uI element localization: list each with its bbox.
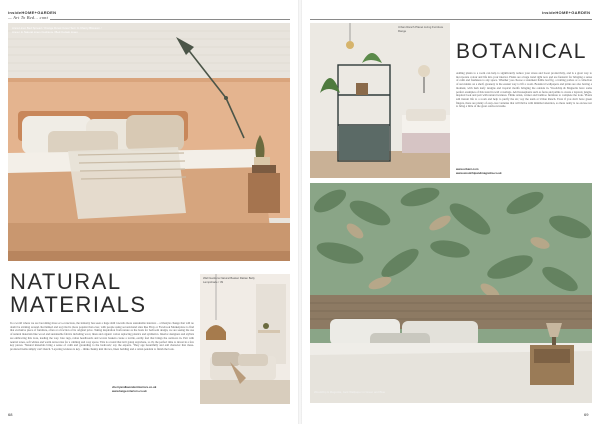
shelving-photo-caption: Urban Ranch Planet Living Furniture Range — [398, 25, 444, 33]
page-title-line2: MATERIALS — [10, 292, 147, 317]
left-page-number: 68 — [8, 412, 13, 417]
brand-main: HOME+GARDEN — [21, 10, 57, 15]
wallpaper-photo-caption: Woodchip & Magnolia, Jack Wallpaper in Green and Blue — [314, 390, 386, 394]
right-header-rule — [310, 19, 592, 20]
page-title-line1: NATURAL — [10, 269, 122, 294]
left-credits — [112, 386, 156, 393]
small-photo-caption: Wall Gardens Natural Basket Rattan Belly Lampshade / 39 — [203, 276, 255, 284]
credit-link-2[interactable]: www.beige-interiors.co.uk — [112, 388, 147, 393]
shelving-photo — [310, 23, 450, 178]
header-rule — [8, 19, 290, 20]
hero-bedroom-photo — [8, 23, 290, 261]
right-credits — [456, 168, 502, 175]
brand-prefix: inside — [8, 10, 22, 15]
wallpaper-illustration — [310, 183, 592, 403]
botanical-title: BOTANICAL — [456, 40, 587, 63]
small-room-photo — [200, 274, 290, 404]
room-illustration — [200, 274, 290, 404]
bedroom-illustration — [8, 23, 290, 261]
brand-main-right: HOME+GARDEN — [555, 10, 591, 15]
left-body-text: In a world where we are becoming more eco-conscious, the industry has seen a huge shift towards more sustainable interiors – a lifestyle change that will no doubt be sticking around. Reclaimed and recycled is more popular than ever, with people using second-hand sites like Ebay or Facebook Marketplace to find that exclusive piece of furniture, often at a fraction of its original price. Taking inspiration from nature as the basis for bedroom design, we are seeing the use of natural materials like wood and sustainable fabrics including wool, linen and organic cotton replacing plastics and synthetics. Interior designers and stylists are embracing this look, leading the way. Jute rugs, rattan headboards and woven baskets create a tactile, earthy feel that brings the outdoors in. Pair with neutral tones, soft whites and warm terracottas for a calming and cosy space. This is a trend that isn't going anywhere, so it's the perfect time to invest in a few key pieces. 'Natural materials bring a sense of calm and grounding to the bedroom,' say the experts. 'They age beautifully and add character that mass-produced items simply can't match.' Layering textures is key – think chunky knit throws, linen bedding and a rattan pendant to finish the look. — [10, 322, 194, 351]
hero-caption: Anna Linen Bed Spread / Orange Duvet Cover Set / In Cherry Blossom / Anna / In Natural Linen Cushions / Bed Curtain Linen — [12, 26, 102, 34]
credit-link-4[interactable]: www.woodchipandmagnolia.co.uk — [456, 170, 502, 175]
left-page — [0, 0, 298, 424]
botanical-wallpaper-photo — [310, 183, 592, 403]
credit-link-1[interactable]: cherryandlavenderinteriors.co.uk — [112, 385, 157, 389]
right-header — [542, 10, 590, 15]
shelving-illustration — [310, 23, 450, 178]
brand-prefix-right: inside — [542, 10, 556, 15]
credit-link-3[interactable]: www.urbanr.com — [456, 167, 479, 171]
right-page-number: 69 — [584, 412, 589, 417]
section-label: — Art To Bed... cont — [8, 15, 49, 20]
right-page — [302, 0, 600, 424]
right-body-text: Adding plants to a room can help to significantly reduce your stress and boost productivity, and is a great way to incorporate colour and life into your interior. Plants are a huge trend right now and are fantastic for bringing a sense of calm and freshness to any space. Whether you choose a statement fiddle leaf fig, a trailing pothos or a collection of succulents on a shelf, greenery is the easiest way to lift a room. Botanical wallpapers and prints are also having a moment, with lush leafy designs and tropical motifs bringing the outside in. Woodchip & Magnolia have some perfect examples of this trend in wall coverings. Add houseplants such as ferns and palms to create a layered, jungle-inspired look and pair with natural textures. Think rattan, wicker and bamboo furniture to complete the look. 'Plants add instant life to a room and help to purify the air,' say the team at Urban Ranch. Even if you don't have green fingers, there are plenty of easy-care varieties that will thrive with minimal attention, so there really is no excuse not to bring a little of the great outdoors inside. — [456, 72, 592, 109]
